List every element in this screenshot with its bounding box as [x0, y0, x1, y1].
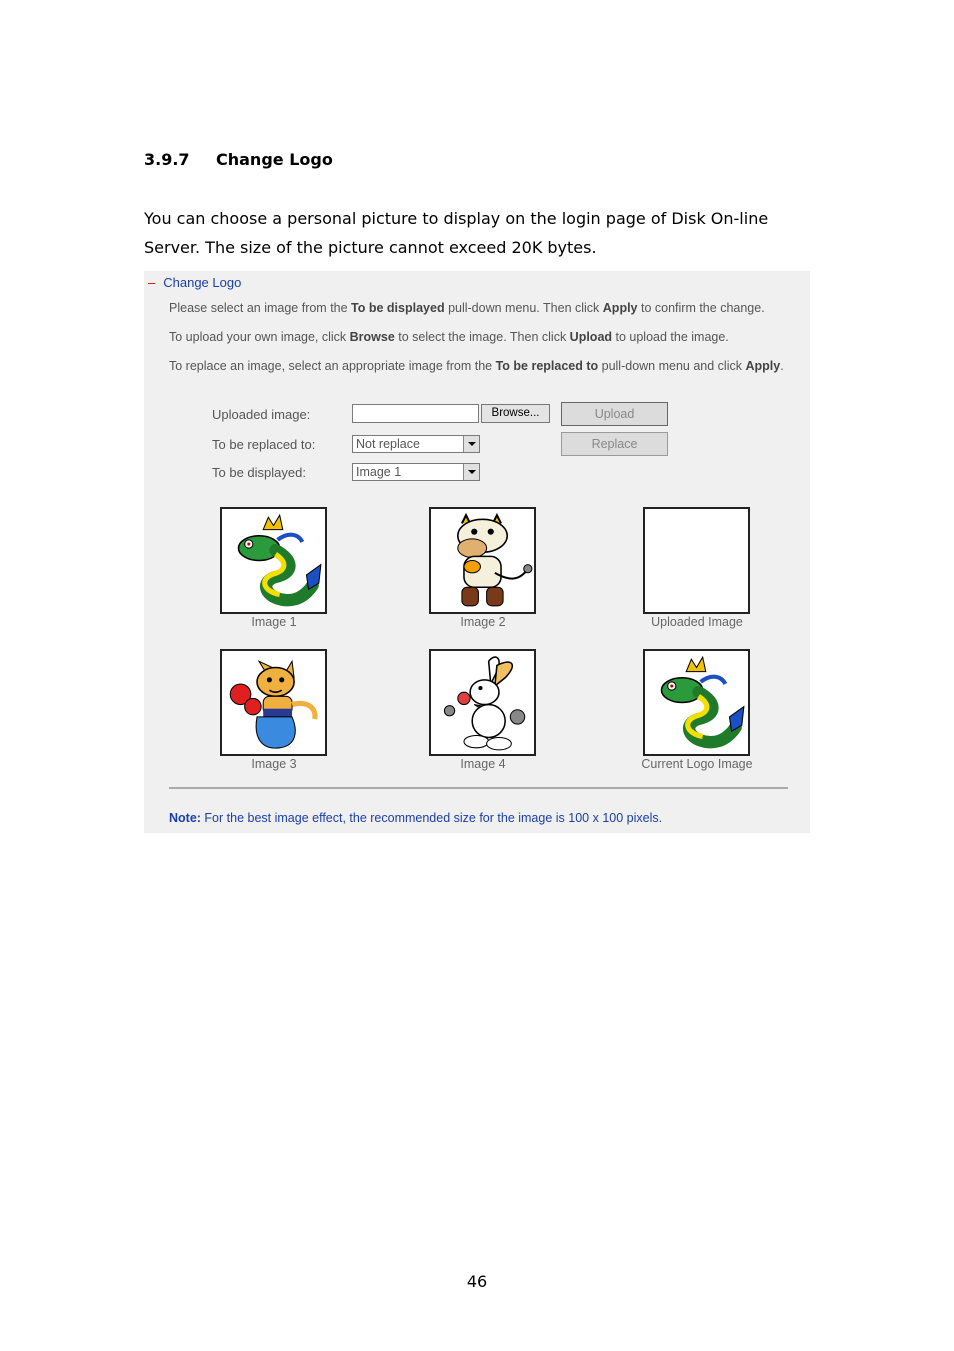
- uploaded-image-caption: Uploaded Image: [651, 615, 743, 629]
- uploaded-image-label: Uploaded image:: [212, 407, 311, 422]
- browse-button[interactable]: Browse...: [481, 404, 550, 423]
- divider: [169, 787, 788, 789]
- panel-title-text[interactable]: Change Logo: [163, 275, 242, 290]
- section-title: Change Logo: [216, 150, 333, 169]
- chevron-down-icon[interactable]: [463, 436, 479, 452]
- current-logo-thumbnail[interactable]: [643, 649, 750, 756]
- section-number: 3.9.7: [144, 150, 190, 169]
- image-2-thumbnail[interactable]: [429, 507, 536, 614]
- uploaded-image-input[interactable]: [352, 404, 479, 423]
- replace-to-value: Not replace: [356, 437, 420, 451]
- change-logo-panel: [144, 271, 810, 833]
- note-label: Note:: [169, 811, 201, 825]
- intro-paragraph: You can choose a personal picture to display on the login page of Disk On-line Server. The size of the picture cannot exceed 20K bytes.: [144, 209, 769, 257]
- replace-to-select[interactable]: [352, 435, 480, 453]
- displayed-select[interactable]: [352, 463, 480, 481]
- rabbit-icon: [431, 651, 534, 754]
- section-heading: [144, 150, 333, 169]
- image-2-caption: Image 2: [460, 615, 506, 629]
- chevron-down-icon[interactable]: [463, 464, 479, 480]
- displayed-value: Image 1: [356, 465, 402, 479]
- image-4-caption: Image 4: [460, 757, 506, 771]
- displayed-label: To be displayed:: [212, 465, 306, 480]
- image-1-caption: Image 1: [251, 615, 297, 629]
- uploaded-image-thumbnail[interactable]: [643, 507, 750, 614]
- current-logo-caption: Current Logo Image: [641, 757, 753, 771]
- collapse-icon[interactable]: –: [148, 275, 156, 290]
- replace-button[interactable]: Replace: [561, 432, 668, 456]
- instruction-line-2: To upload your own image, click Browse to select the image. Then click Upload to upload the image.: [169, 330, 729, 344]
- instruction-line-3: To replace an image, select an appropriate image from the To be replaced to pull-down menu and click Apply.: [169, 359, 784, 373]
- page-number: 46: [466, 1272, 488, 1291]
- image-3-caption: Image 3: [251, 757, 297, 771]
- image-4-thumbnail[interactable]: [429, 649, 536, 756]
- cow-icon: [431, 509, 534, 612]
- tiger-icon: [222, 651, 325, 754]
- image-3-thumbnail[interactable]: [220, 649, 327, 756]
- upload-button[interactable]: Upload: [561, 402, 668, 426]
- note-text: Note: For the best image effect, the recommended size for the image is 100 x 100 pixels.: [169, 811, 663, 825]
- dragon-icon: [222, 509, 325, 612]
- image-1-thumbnail[interactable]: [220, 507, 327, 614]
- dragon-icon: [645, 651, 748, 754]
- panel-title[interactable]: [148, 275, 241, 290]
- instruction-line-1: Please select an image from the To be displayed pull-down menu. Then click Apply to confirm the change.: [169, 301, 765, 315]
- replace-to-label: To be replaced to:: [212, 437, 316, 452]
